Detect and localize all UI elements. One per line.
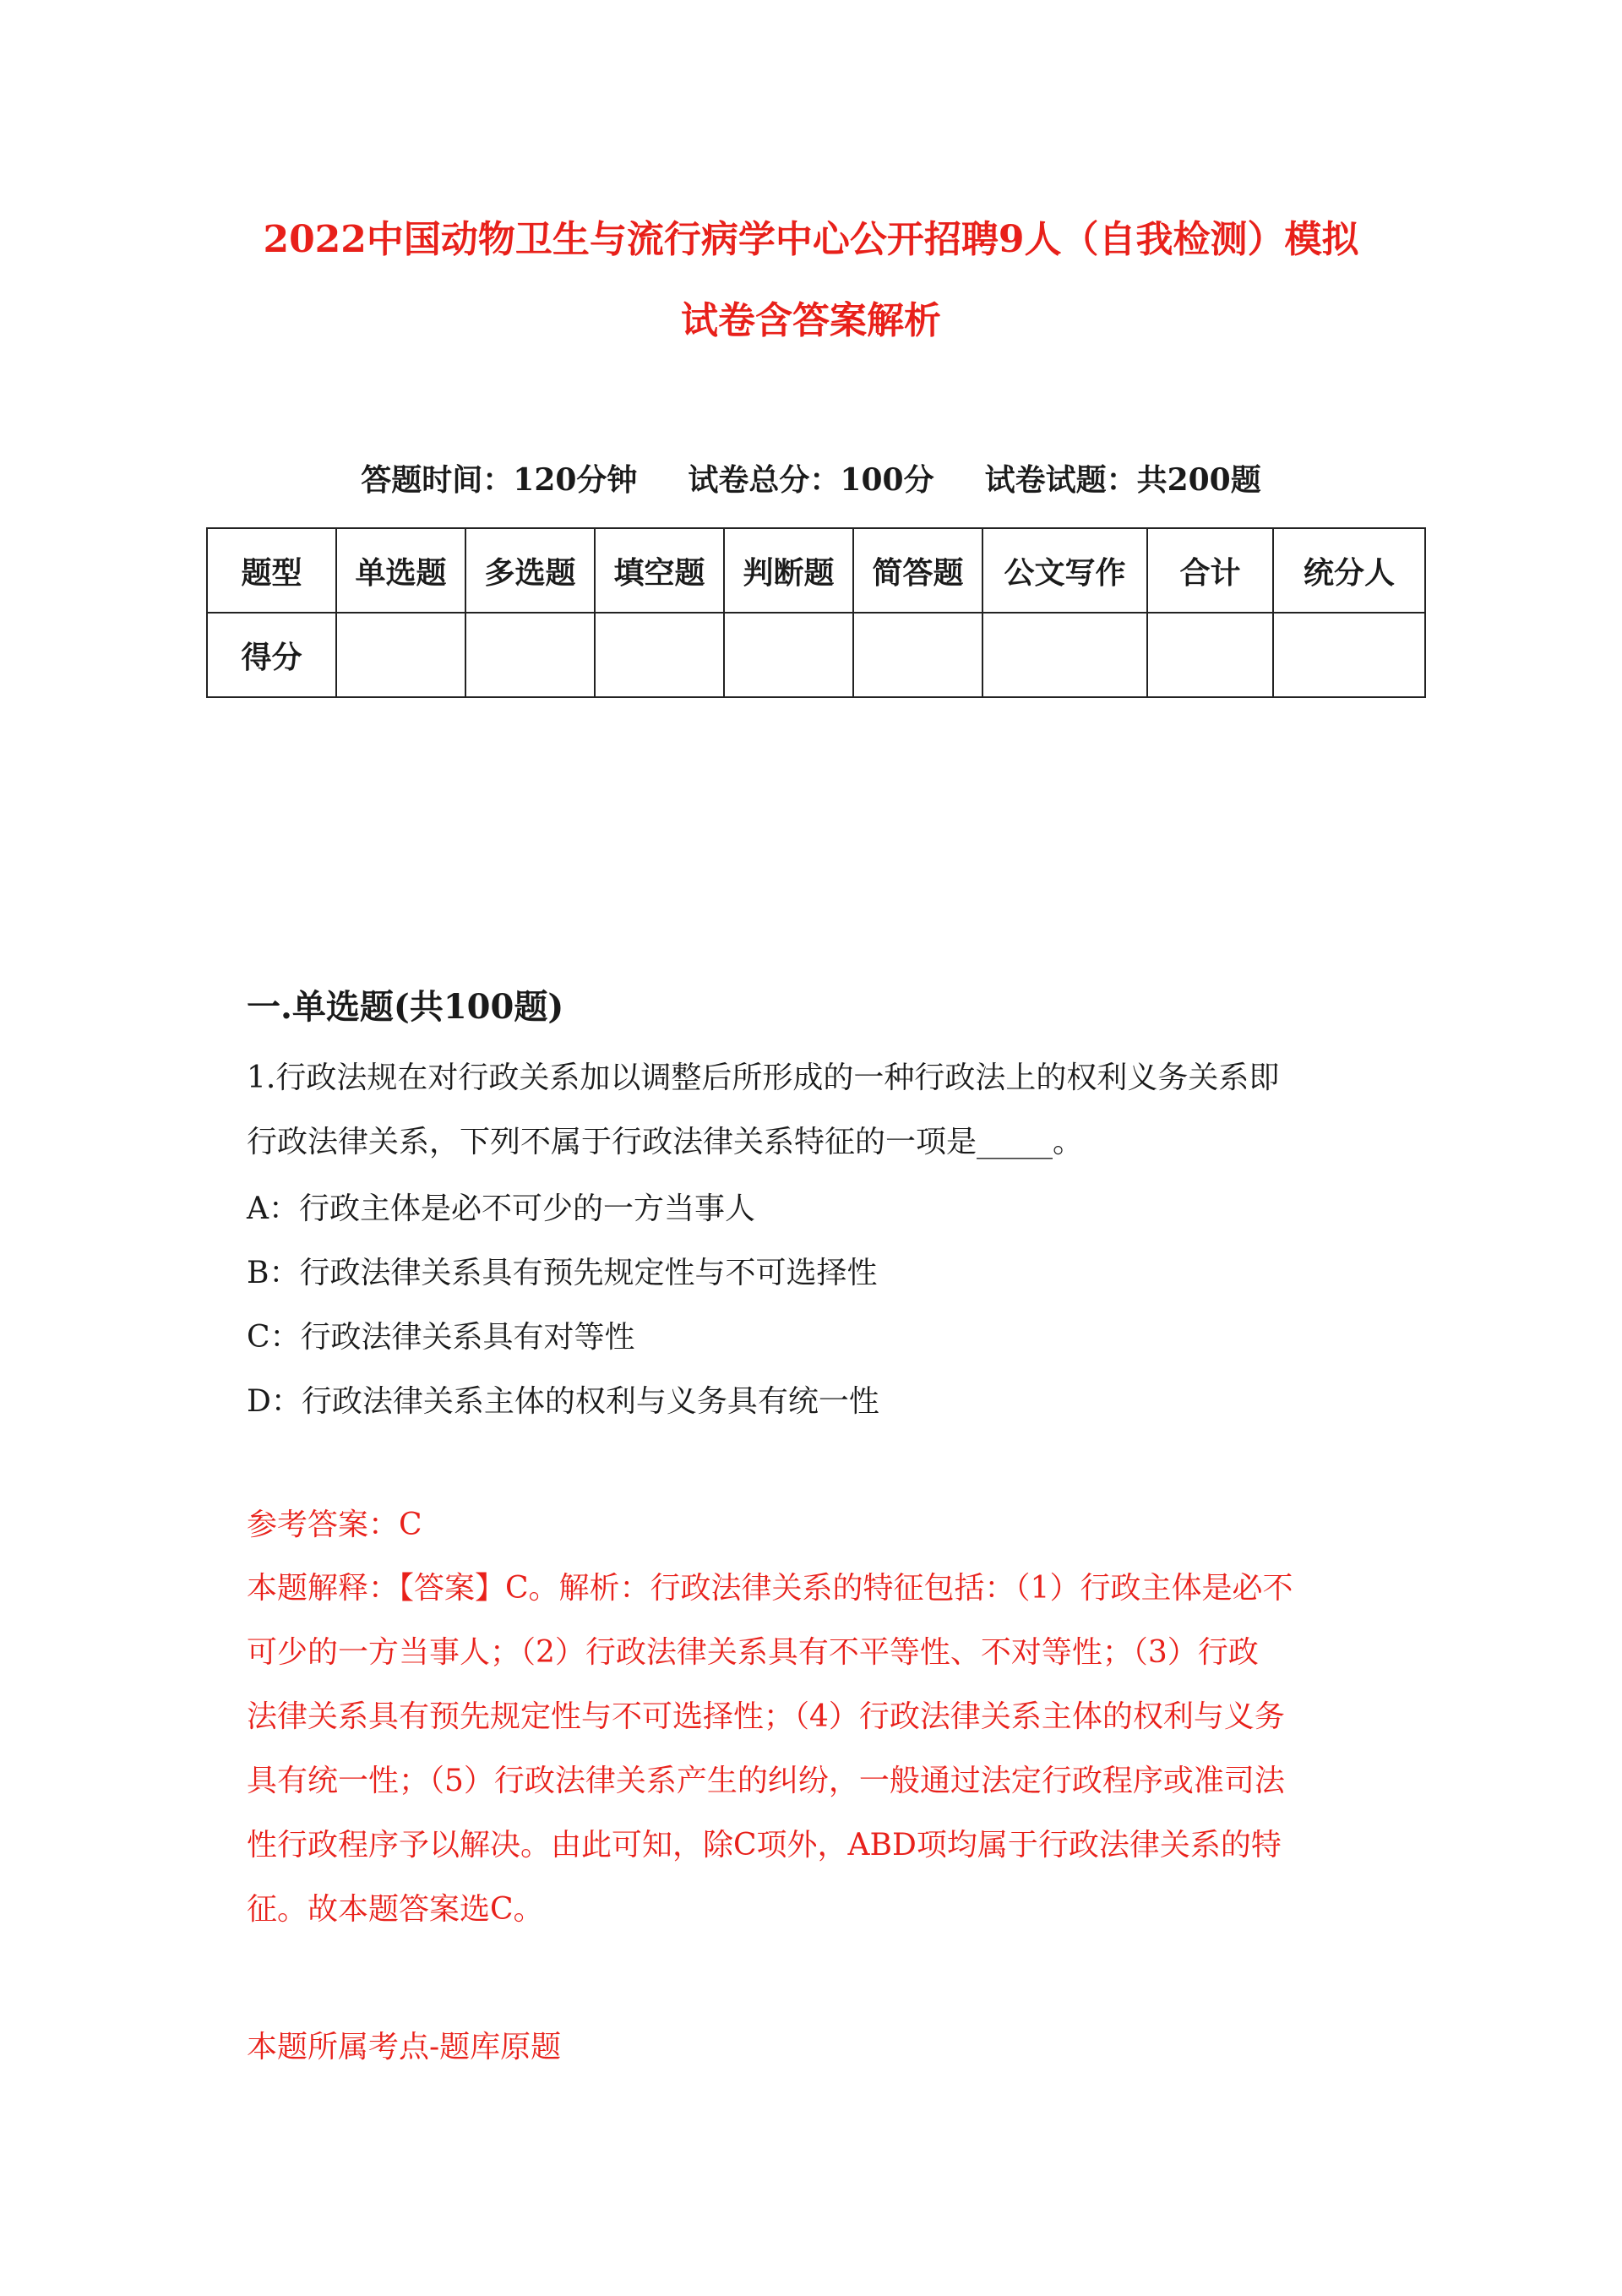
option-c: C：行政法律关系具有对等性 bbox=[247, 1320, 635, 1355]
score-cell bbox=[724, 613, 853, 697]
explanation-line: 可少的一方当事人；（2）行政法律关系具有不平等性、不对等性；（3）行政 bbox=[247, 1635, 1259, 1670]
score-table-header-cell: 判断题 bbox=[724, 528, 853, 613]
reference-answer: 参考答案：C bbox=[247, 1508, 422, 1542]
option-a: A：行政主体是必不可少的一方当事人 bbox=[247, 1192, 755, 1226]
exam-total-score: 试卷总分：100分 bbox=[688, 462, 934, 498]
question-line: 1.行政法规在对行政关系加以调整后所形成的一种行政法上的权利义务关系即 bbox=[247, 1061, 1280, 1095]
score-row-label: 得分 bbox=[207, 613, 336, 697]
explanation-line: 性行政程序予以解决。由此可知，除C项外，ABD项均属于行政法律关系的特 bbox=[247, 1828, 1282, 1862]
document-title-line-1: 2022中国动物卫生与流行病学中心公开招聘9人（自我检测）模拟 bbox=[263, 218, 1359, 261]
score-cell bbox=[595, 613, 724, 697]
explanation-line: 本题解释：【答案】C。解析：行政法律关系的特征包括：（1）行政主体是必不 bbox=[247, 1571, 1293, 1606]
score-table-header-row bbox=[207, 528, 1425, 613]
score-cell bbox=[465, 613, 595, 697]
score-cell bbox=[982, 613, 1147, 697]
section-heading: 一.单选题(共100题) bbox=[247, 987, 564, 1027]
explanation-line: 法律关系具有预先规定性与不可选择性；（4）行政法律关系主体的权利与义务 bbox=[247, 1699, 1285, 1734]
score-table-header-cell: 多选题 bbox=[465, 528, 595, 613]
score-table-header-cell: 单选题 bbox=[336, 528, 465, 613]
answer-explanation bbox=[247, 1557, 1387, 1942]
score-table-header-cell: 统分人 bbox=[1273, 528, 1425, 613]
option-b: B：行政法律关系具有预先规定性与不可选择性 bbox=[247, 1256, 878, 1290]
knowledge-point: 本题所属考点-题库原题 bbox=[247, 2030, 562, 2064]
score-table-header-cell: 简答题 bbox=[853, 528, 982, 613]
score-table-header-cell: 填空题 bbox=[595, 528, 724, 613]
score-table-header-cell: 题型 bbox=[207, 528, 336, 613]
explanation-line: 具有统一性；（5）行政法律关系产生的纠纷，一般通过法定行政程序或准司法 bbox=[247, 1764, 1285, 1798]
exam-question-count: 试卷试题：共200题 bbox=[984, 462, 1261, 498]
option-d: D：行政法律关系主体的权利与义务具有统一性 bbox=[247, 1384, 879, 1419]
score-cell bbox=[853, 613, 982, 697]
score-table-score-row bbox=[207, 613, 1425, 697]
document-title-line-2: 试卷含答案解析 bbox=[681, 299, 941, 342]
score-table bbox=[206, 527, 1426, 698]
score-cell bbox=[1147, 613, 1273, 697]
explanation-line: 征。故本题答案选C。 bbox=[247, 1892, 544, 1927]
question-line: 行政法律关系，下列不属于行政法律关系特征的一项是_____。 bbox=[247, 1125, 1084, 1159]
score-table-header-cell: 合计 bbox=[1147, 528, 1273, 613]
score-cell bbox=[336, 613, 465, 697]
score-table-header-cell: 公文写作 bbox=[982, 528, 1147, 613]
exam-meta bbox=[203, 456, 1419, 499]
question-stem bbox=[247, 1046, 1387, 1175]
score-cell bbox=[1273, 613, 1425, 697]
exam-time: 答题时间：120分钟 bbox=[361, 462, 638, 498]
